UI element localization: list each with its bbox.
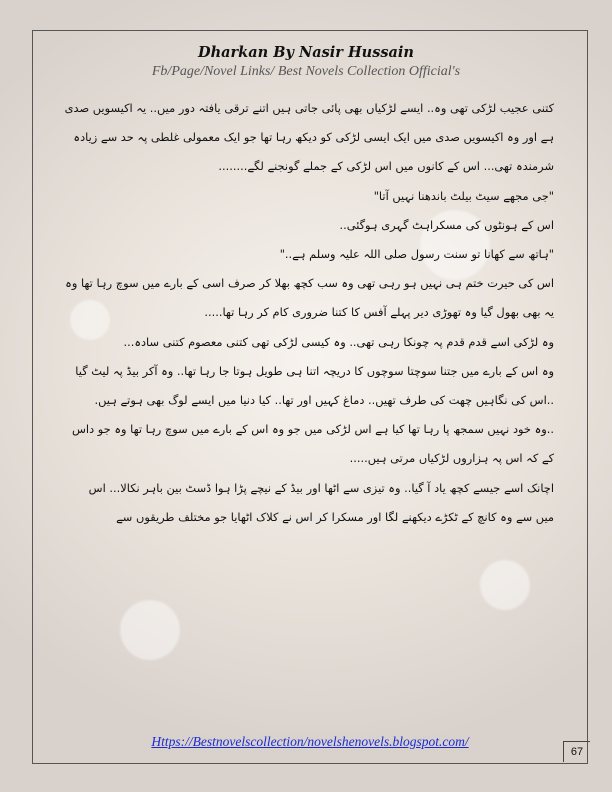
header-subtitle: Fb/Page/Novel Links/ Best Novels Collection Official's (151, 64, 461, 79)
text-line: شرمندہ تھی... اس کے کانوں میں اس لڑکی کے جملے گونجنے لگے........ (218, 159, 554, 174)
text-line: کتنی عجیب لڑکی تھی وہ.. ایسے لڑکیاں بھی پائی جاتی ہیں اتنے ترقی یافتہ دور میں.. یہ اکیسویں صدی (64, 101, 554, 115)
text-line: کے کہ اس پہ ہزاروں لڑکیاں مرتی ہیں..... (349, 451, 554, 466)
text-line: ہے اور وہ اکیسویں صدی میں ایک ایسی لڑکی کو دیکھ رہا تھا جو ایک معمولی غلطی پہ حد سے زیادہ (73, 130, 554, 145)
text-line: اس کے ہونٹوں کی مسکراہٹ گہری ہوگئی.. (339, 217, 554, 232)
story-text (62, 94, 554, 532)
text-line: میں سے وہ کانچ کے ٹکڑے دیکھنے لگا اور مسکرا کر اس نے کلاک اٹھایا جو مختلف طریقوں سے (116, 509, 554, 524)
blog-link[interactable]: Https://Bestnovelscollection/novelshenovels.blogspot.com/ (151, 734, 469, 749)
text-line: وہ لڑکی اسے قدم قدم پہ چونکا رہی تھی.. وہ کیسی لڑکی تھی کتنی معصوم کتنی سادہ... (123, 334, 554, 349)
text-line: اچانک اسے جیسے کچھ یاد آ گیا.. وہ تیزی سے اٹھا اور بیڈ کے نیچے پڑا ہوا ڈسٹ بین باہر نکالا... اس (88, 480, 554, 495)
text-line: ..وہ خود نہیں سمجھ پا رہا تھا کیا ہے اس لڑکی میں جو وہ اس کے بارے میں سوچ رہا تھا وہ جو داس (72, 422, 554, 437)
novel-title: Dharkan By Nasir Hussain (198, 44, 414, 61)
page-number: 67 (563, 741, 590, 762)
text-line: "ہاتھ سے کھانا تو سنت رسول صلی اللہ علیہ وسلم ہے.." (279, 247, 554, 262)
text-line: یہ بھی بھول گیا وہ تھوڑی دیر پہلے آفس کا کتنا ضروری کام کر رہا تھا..... (204, 305, 554, 320)
text-line: وہ اس کے بارے میں جتنا سوچتا سوچوں کا دریچہ اتنا ہی طویل ہوتا جا رہا تھا.. وہ آکر بیڈ پہ لیٹ گیا (75, 363, 554, 378)
text-line: اس کی حیرت ختم ہی نہیں ہو رہی تھی وہ سب کچھ بھلا کر صرف اسی کے بارے میں سوچ رہا تھا وہ (65, 276, 554, 291)
text-line: ..اس کی نگاہیں چھت کی طرف تھیں.. دماغ کہیں اور تھا.. کیا دنیا میں ایسے لوگ بھی ہوتے ہیں. (94, 393, 554, 408)
text-line: "جی مجھے سیٹ بیلٹ باندھنا نہیں آتا" (373, 188, 554, 203)
